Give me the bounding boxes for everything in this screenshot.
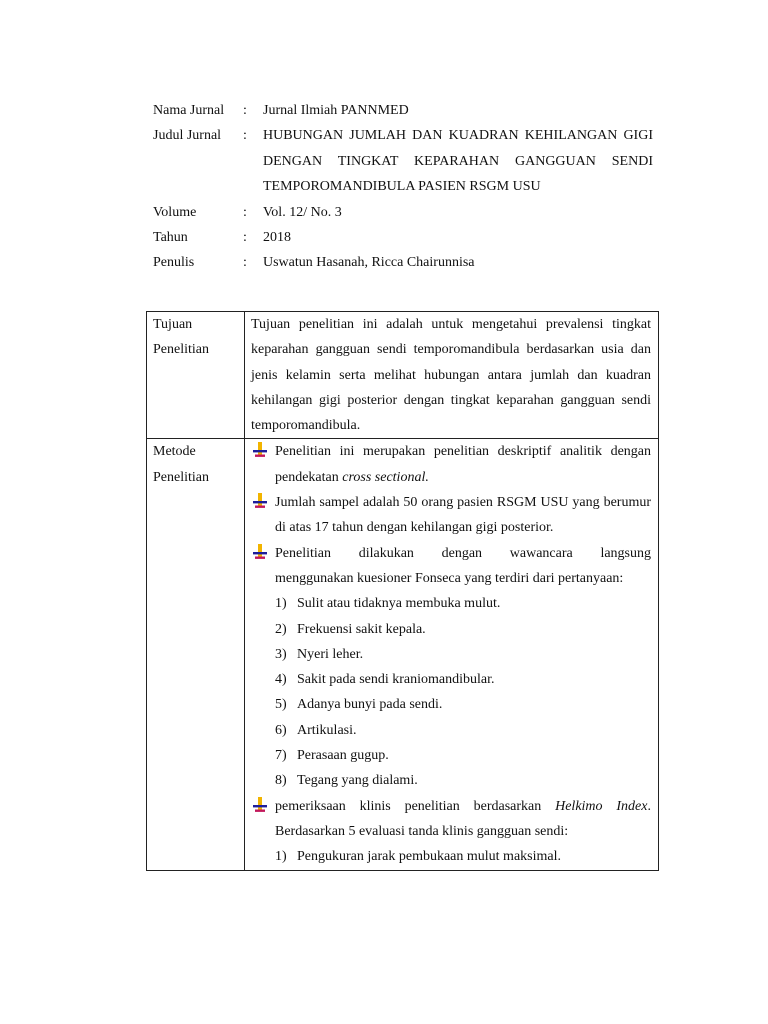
list-item [275,844,651,869]
list-item [275,591,651,616]
bullet-arrow-icon [252,797,268,813]
meta-colon: : [243,103,247,118]
questionnaire-list [275,591,651,793]
bullet-italic-text: cross sectional. [342,469,429,485]
list-text: Tegang yang dialami. [297,773,418,789]
list-item [275,743,651,768]
list-text: Adanya bunyi pada sendi. [297,697,443,713]
bullet-text: menggunakan kuesioner Fonseca yang terdiri dari pertanyaan: [275,570,624,586]
list-text: Perasaan gugup. [297,748,389,764]
bullet-text: Jumlah sampel adalah 50 orang pasien RSGM USU yang berumur di atas 17 tahun dengan kehilangan gigi posterior. [275,495,651,536]
meta-label: Penulis [153,255,195,271]
bullet-text: Penelitian ini merupakan penelitian deskriptif analitik dengan pendekatan [275,444,651,485]
bullet-item [251,439,651,490]
journal-metadata [153,98,653,276]
list-number: 6) [275,722,287,738]
meta-colon: : [243,204,247,220]
bullet-text: Penelitian dilakukan dengan wawancara langsung [275,545,651,561]
list-item [275,667,651,692]
meta-label: Judul Jurnal [153,128,222,144]
bullet-item [251,794,651,870]
bullet-item [251,490,651,541]
list-text: Pengukuran jarak pembukaan mulut maksimal. [297,849,561,865]
meta-row-penulis [153,250,653,275]
bullet-item [251,541,651,794]
list-number: 7) [275,748,287,764]
metode-content [245,439,659,870]
meta-row-volume [153,200,653,225]
list-number: 1) [275,849,287,865]
tujuan-content [245,312,659,439]
summary-table [146,311,659,871]
meta-label: Nama Jurnal [153,103,225,118]
list-number: 1) [275,596,287,612]
list-text: Artikulasi. [297,722,357,738]
meta-row-nama-jurnal [153,98,653,123]
tujuan-text: Tujuan penelitian ini adalah untuk mengetahui prevalensi tingkat keparahan gangguan sendi temporomandibula berdasarkan usia dan jenis kelamin serta melihat hubungan antara jumlah dan kuadran kehilangan gigi posterior dengan tingkat keparahan gangguan sendi temporomandibula. [251,317,651,434]
meta-row-tahun [153,225,653,250]
bullet-arrow-icon [252,493,268,509]
bullet-italic-text: Helkimo Index [555,798,648,814]
row-label-tujuan [147,312,245,439]
row-label-line: Tujuan [153,317,193,332]
meta-value-nama-jurnal: Jurnal Ilmiah PANNMED [263,103,409,118]
meta-label: Tahun [153,230,188,246]
bullet-arrow-icon [252,442,268,458]
meta-colon: : [243,230,247,246]
row-label-line: Penelitian [153,342,209,358]
list-number: 4) [275,672,287,688]
meta-value-judul-jurnal: HUBUNGAN JUMLAH DAN KUADRAN KEHILANGAN GIGI DENGAN TINGKAT KEPARAHAN GANGGUAN SENDI TEMPOROMANDIBULA PASIEN RSGM USU [263,128,653,195]
list-text: Sakit pada sendi kraniomandibular. [297,672,495,688]
list-number: 2) [275,621,287,637]
list-item [275,692,651,717]
list-text: Sulit atau tidaknya membuka mulut. [297,596,501,612]
bullet-line [275,794,651,819]
table-row-tujuan [147,312,659,439]
list-text: Frekuensi sakit kepala. [297,621,426,637]
evaluation-list [275,844,651,869]
row-label-line: Penelitian [153,469,209,485]
list-item [275,768,651,793]
list-number: 3) [275,646,287,662]
bullet-arrow-icon [252,544,268,560]
meta-label: Volume [153,204,197,220]
list-item [275,617,651,642]
list-number: 5) [275,697,287,713]
list-text: Nyeri leher. [297,646,364,662]
meta-colon: : [243,128,247,144]
meta-value-volume: Vol. 12/ No. 3 [263,204,342,220]
list-item [275,718,651,743]
bullet-text: Berdasarkan 5 evaluasi tanda klinis gangguan sendi: [275,823,569,839]
meta-colon: : [243,255,247,271]
meta-value-tahun: 2018 [263,230,291,246]
list-item [275,642,651,667]
table-row-metode [147,439,659,870]
row-label-line: Metode [153,444,196,460]
list-number: 8) [275,773,287,789]
bullet-text: pemeriksaan klinis penelitian berdasarkan [275,798,556,814]
meta-row-judul-jurnal [153,123,653,199]
bullet-text-end: . [647,798,651,814]
meta-value-penulis: Uswatun Hasanah, Ricca Chairunnisa [263,255,475,271]
row-label-metode [147,439,245,870]
